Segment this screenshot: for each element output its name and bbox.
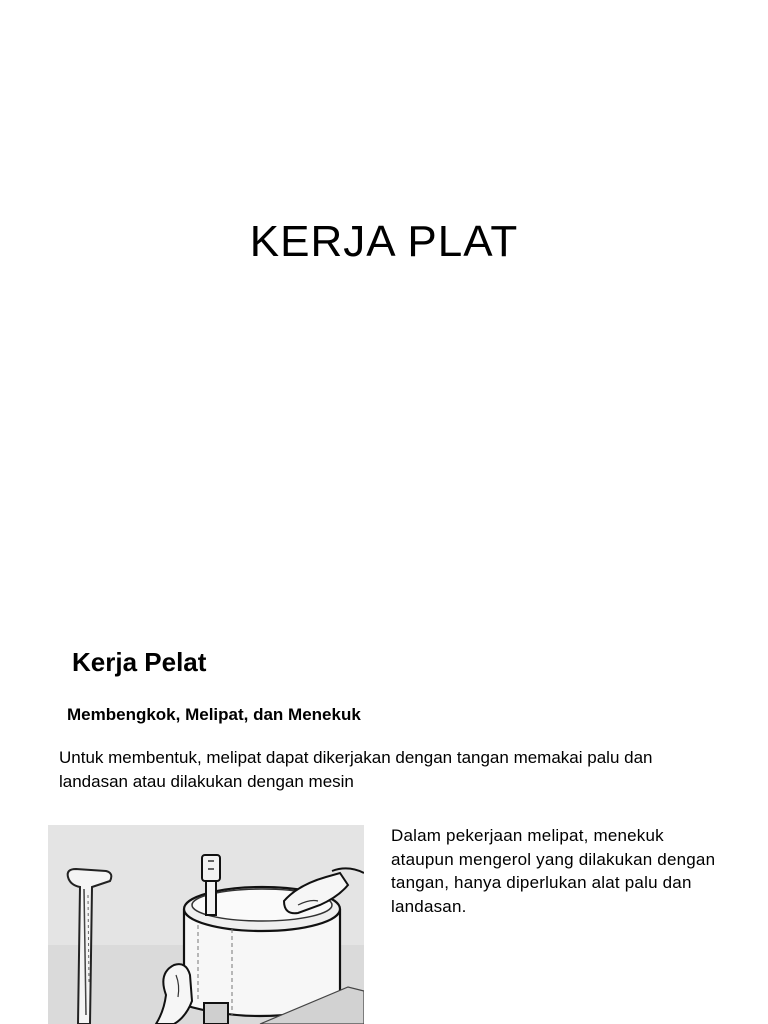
section-heading: Kerja Pelat bbox=[72, 647, 207, 677]
side-paragraph: Dalam pekerjaan melipat, menekuk ataupun mengerol yang dilakukan dengan tangan, hanya diperlukan alat palu dan landasan. bbox=[391, 826, 716, 916]
slide-title: KERJA PLAT bbox=[249, 217, 519, 266]
sheet-metal-illustration bbox=[48, 825, 364, 1024]
intro-paragraph: Untuk membentuk, melipat dapat dikerjakan dengan tangan memakai palu dan landasan atau dilakukan dengan mesin bbox=[59, 748, 653, 791]
section-subheading: Membengkok, Melipat, dan Menekuk bbox=[67, 705, 361, 724]
